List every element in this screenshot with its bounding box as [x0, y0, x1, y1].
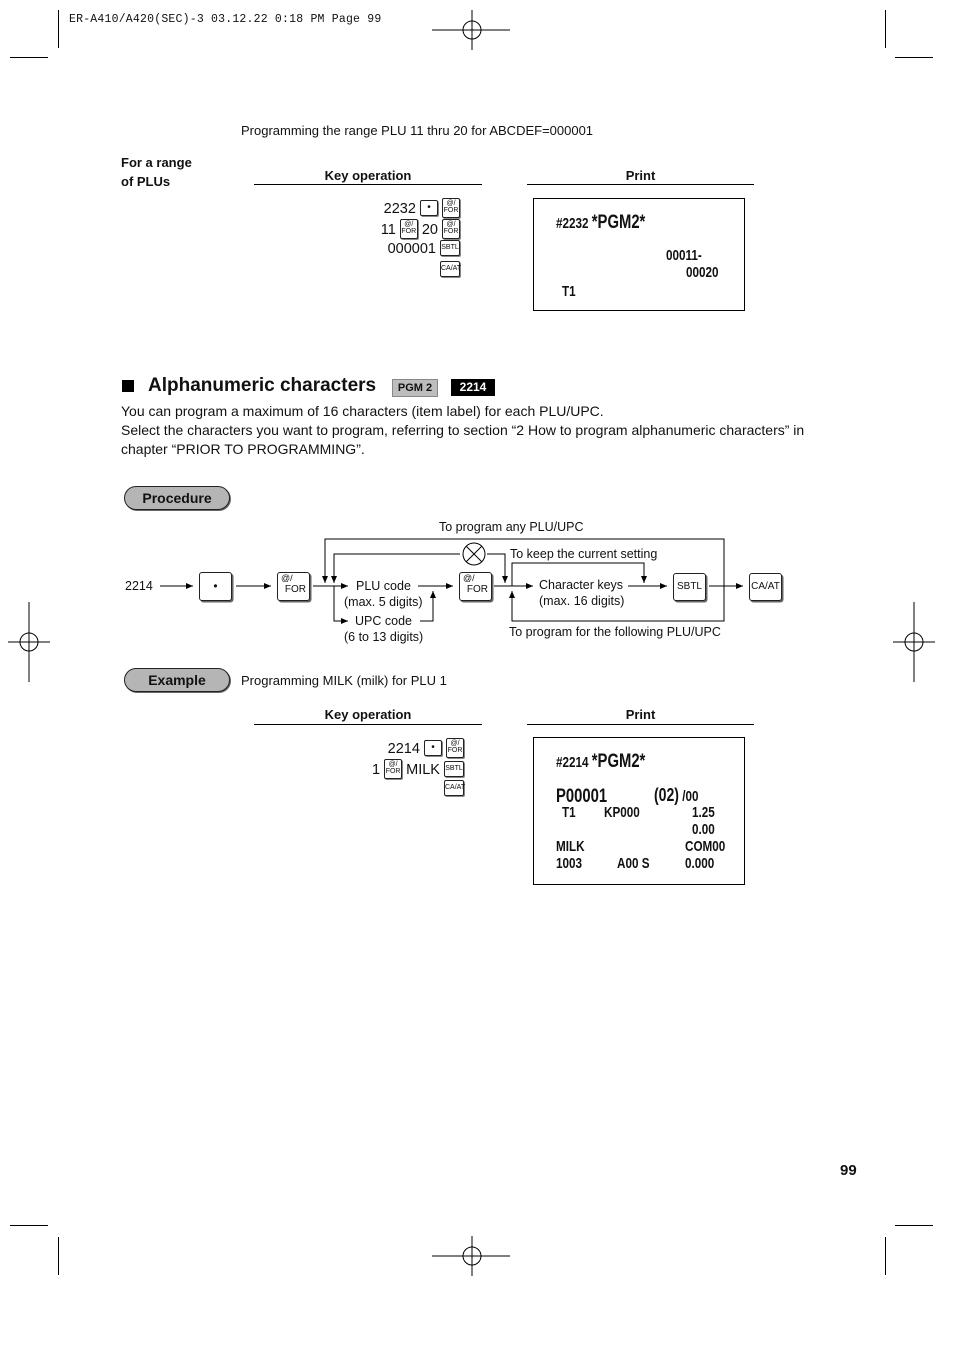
key-line-number: 20 [421, 221, 438, 238]
receipt-range-end: 00020 [686, 264, 719, 281]
at-for-key: @/ FOR [400, 219, 418, 239]
program-any-label: To program any PLU/UPC [439, 520, 584, 534]
key-line-number: 11 [380, 221, 396, 238]
receipt-tax: T1 [562, 283, 576, 300]
heading-rule [527, 724, 754, 725]
receipt-header: #2214 *PGM2* [556, 751, 646, 772]
receipt-com: COM00 [685, 838, 726, 855]
upc-digits-label: (6 to 13 digits) [344, 630, 424, 644]
character-keys-label: Character keys [539, 578, 624, 592]
mode-badge: PGM 2 [392, 379, 438, 397]
side-label-line: For a range [121, 155, 192, 170]
key-line-number: 2214 [387, 740, 420, 757]
paragraph-line: Select the characters you want to program, referring to section “2 How to program alphanumeric characters” in [121, 422, 805, 438]
ca-at-key: CA/AT [440, 261, 460, 277]
heading-rule [254, 724, 482, 725]
ca-at-key: CA/AT [444, 780, 464, 796]
registration-mark-bottom [432, 1236, 512, 1276]
sbtl-key: SBTL [444, 761, 464, 777]
receipt-tax: T1 [562, 804, 576, 821]
receipt-zero: 0.00 [692, 821, 715, 838]
key-line [444, 781, 464, 797]
receipt-range-start: 00011- [666, 247, 702, 264]
following-plu-label: To program for the following PLU/UPC [509, 625, 721, 639]
receipt-kp: KP000 [604, 804, 640, 821]
receipt-a00: A00 S [617, 855, 650, 872]
example-print-receipt [533, 737, 745, 885]
dot-key: • [420, 200, 438, 216]
code-badge: 2214 [451, 379, 495, 396]
range-description: Programming the range PLU 11 thru 20 for ABCDEF=000001 [241, 123, 594, 138]
ca-at-key: CA/AT [749, 573, 782, 601]
start-code-label: 2214 [125, 579, 153, 593]
plu-digits-label: (max. 5 digits) [344, 595, 423, 609]
key-operation-heading: Key operation [324, 168, 412, 183]
key-line-number: 1 [371, 761, 381, 778]
example-pill: Example [124, 668, 230, 692]
dot-key: • [199, 572, 232, 601]
keep-setting-label: To keep the current setting [510, 547, 658, 561]
key-line-text: MILK [406, 761, 440, 778]
sbtl-key: SBTL [440, 240, 460, 256]
receipt-zero: 0.000 [685, 855, 715, 872]
key-line [372, 760, 464, 780]
receipt-name: MILK [556, 838, 585, 855]
receipt-header: #2232 *PGM2* [556, 212, 646, 233]
receipt-price: 1.25 [692, 804, 715, 821]
at-for-key: @/ FOR [277, 572, 310, 601]
section-title: Alphanumeric characters [148, 375, 377, 396]
page-number: 99 [840, 1162, 857, 1179]
paragraph-line: chapter “PRIOR TO PROGRAMMING”. [121, 441, 365, 457]
side-label-line: of PLUs [121, 174, 171, 189]
dot-key: • [424, 740, 442, 756]
sbtl-key: SBTL [673, 573, 706, 601]
at-for-key: @/ FOR [384, 759, 402, 779]
receipt-dept: (02) /00 [654, 785, 699, 805]
print-heading: Print [625, 168, 656, 183]
upc-code-label: UPC code [355, 614, 412, 628]
skip-symbol-icon [463, 543, 485, 565]
character-digits-label: (max. 16 digits) [539, 594, 625, 608]
at-for-key: @/ FOR [446, 738, 464, 758]
key-operation-heading: Key operation [324, 707, 412, 722]
at-for-key: @/ FOR [459, 572, 492, 601]
key-line-number: 2232 [383, 200, 416, 217]
print-header-meta: ER-A410/A420(SEC)-3 03.12.22 0:18 PM Page 99 [69, 13, 382, 26]
receipt-plu: P00001 [556, 786, 608, 807]
print-heading: Print [625, 707, 656, 722]
at-for-key: @/ FOR [442, 198, 460, 218]
example-key-operation [300, 736, 464, 806]
key-line [388, 739, 464, 759]
plu-code-label: PLU code [356, 579, 411, 593]
procedure-pill: Procedure [124, 486, 230, 510]
example-description: Programming MILK (milk) for PLU 1 [241, 673, 447, 688]
receipt-code: 1003 [556, 855, 583, 872]
key-line-number: 000001 [387, 241, 436, 257]
paragraph-line: You can program a maximum of 16 characters (item label) for each PLU/UPC. [121, 403, 604, 419]
at-for-key: @/ FOR [442, 219, 460, 239]
